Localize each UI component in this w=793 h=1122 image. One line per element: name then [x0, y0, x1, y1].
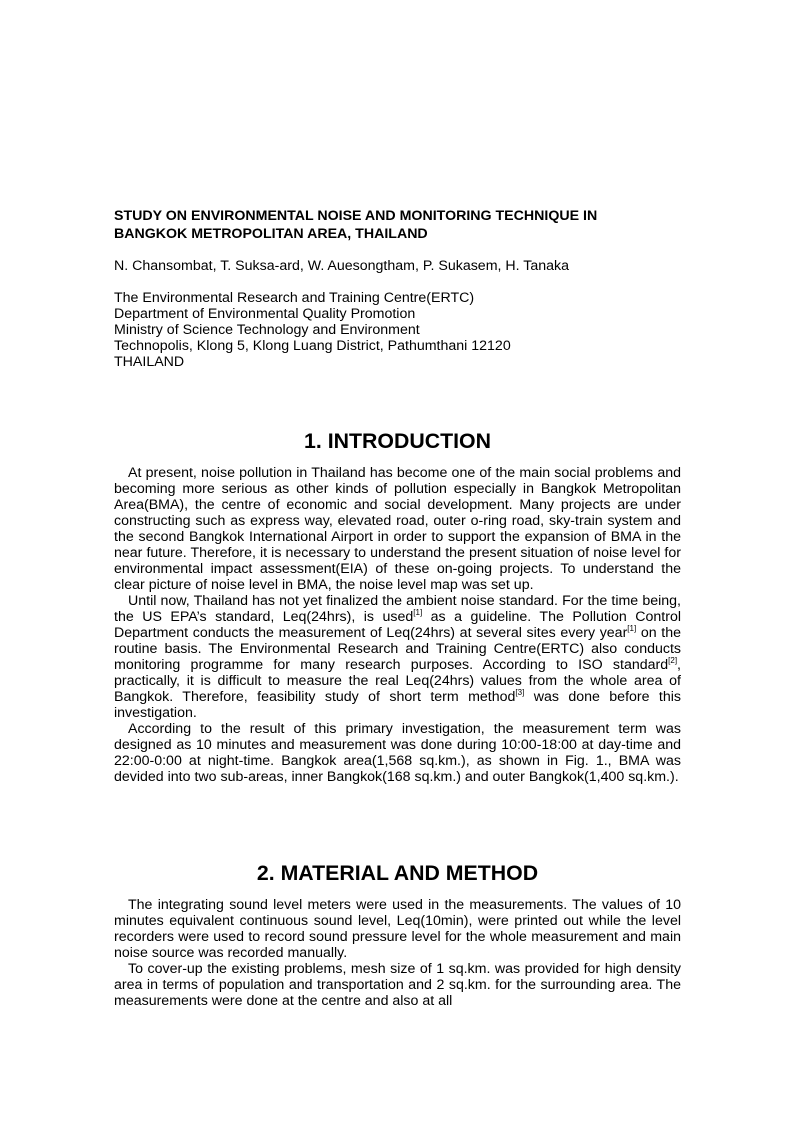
- citation-ref: [3]: [515, 688, 525, 697]
- affiliation-block: [114, 290, 681, 370]
- text-run: as a guideline. The Pollution Control Department conducts the measurement of Leq(24hrs) at several sites every year: [114, 609, 681, 641]
- method-paragraph-2: To cover-up the existing problems, mesh size of 1 sq.km. was provided for high density area in terms of population and transportation and 2 sq.km. for the surrounding area. The measurements were done at the centre and also at all: [114, 961, 681, 1009]
- section-heading-introduction: 1. INTRODUCTION: [304, 429, 491, 453]
- author-list: N. Chansombat, T. Suksa-ard, W. Auesongtham, P. Sukasem, H. Tanaka: [114, 258, 570, 274]
- paper-title: [114, 207, 681, 243]
- title-line-2: BANGKOK METROPOLITAN AREA, THAILAND: [114, 226, 428, 242]
- method-paragraph-1: The integrating sound level meters were used in the measurements. The values of 10 minutes equivalent continuous sound level, Leq(10min), were printed out while the level recorders were used to record sound pressure level for the whole measurement and main noise source was recorded manually.: [114, 897, 681, 961]
- affiliation-line: Ministry of Science Technology and Environment: [114, 322, 420, 338]
- title-line-1: STUDY ON ENVIRONMENTAL NOISE AND MONITORING TECHNIQUE IN: [114, 208, 598, 224]
- affiliation-line: Department of Environmental Quality Promotion: [114, 306, 416, 322]
- affiliation-line: The Environmental Research and Training Centre(ERTC): [114, 290, 475, 306]
- section-heading-method: 2. MATERIAL AND METHOD: [256, 861, 539, 885]
- intro-paragraph-1: At present, noise pollution in Thailand has become one of the main social problems and becoming more serious as other kinds of pollution especially in Bangkok Metropolitan Area(BMA), the centre of economic and social development. Many projects are under constructing such as express way, elevated road, outer o-ring road, sky-train system and the second Bangkok International Airport in order to support the expansion of BMA in the near future. Therefore, it is necessary to understand the present situation of noise level for environmental impact assessment(EIA) of these on-going projects. To understand the clear picture of noise level in BMA, the noise level map was set up.: [114, 465, 681, 593]
- citation-ref: [1]: [627, 624, 637, 633]
- introduction-section: [114, 465, 681, 785]
- citation-ref: [1]: [413, 608, 423, 617]
- citation-ref: [2]: [668, 656, 678, 665]
- text-run: Until now, Thailand has not yet finalized the ambient noise standard. For the time being, the US EPA’s standard, Leq(24hrs), is used: [114, 593, 681, 625]
- text-run: on the routine basis. The Environmental Research and Training Centre(ERTC) also conducts monitoring programme for many research purposes. According to ISO standard: [114, 625, 681, 673]
- text-run: was done before this investigation.: [114, 689, 681, 721]
- affiliation-line: Technopolis, Klong 5, Klong Luang District, Pathumthani 12120: [114, 338, 511, 354]
- intro-paragraph-2: [114, 593, 681, 721]
- text-run: , practically, it is difficult to measure the real Leq(24hrs) values from the whole area of Bangkok. Therefore, feasibility study of short term method: [114, 657, 681, 705]
- method-section: [114, 897, 681, 1009]
- affiliation-line: THAILAND: [114, 354, 185, 370]
- intro-paragraph-3: According to the result of this primary investigation, the measurement term was designed as 10 minutes and measurement was done during 10:00-18:00 at day-time and 22:00-0:00 at night-time. Bangkok area(1,568 sq.km.), as shown in Fig. 1., BMA was devided into two sub-areas, inner Bangkok(168 sq.km.) and outer Bangkok(1,400 sq.km.).: [114, 721, 681, 785]
